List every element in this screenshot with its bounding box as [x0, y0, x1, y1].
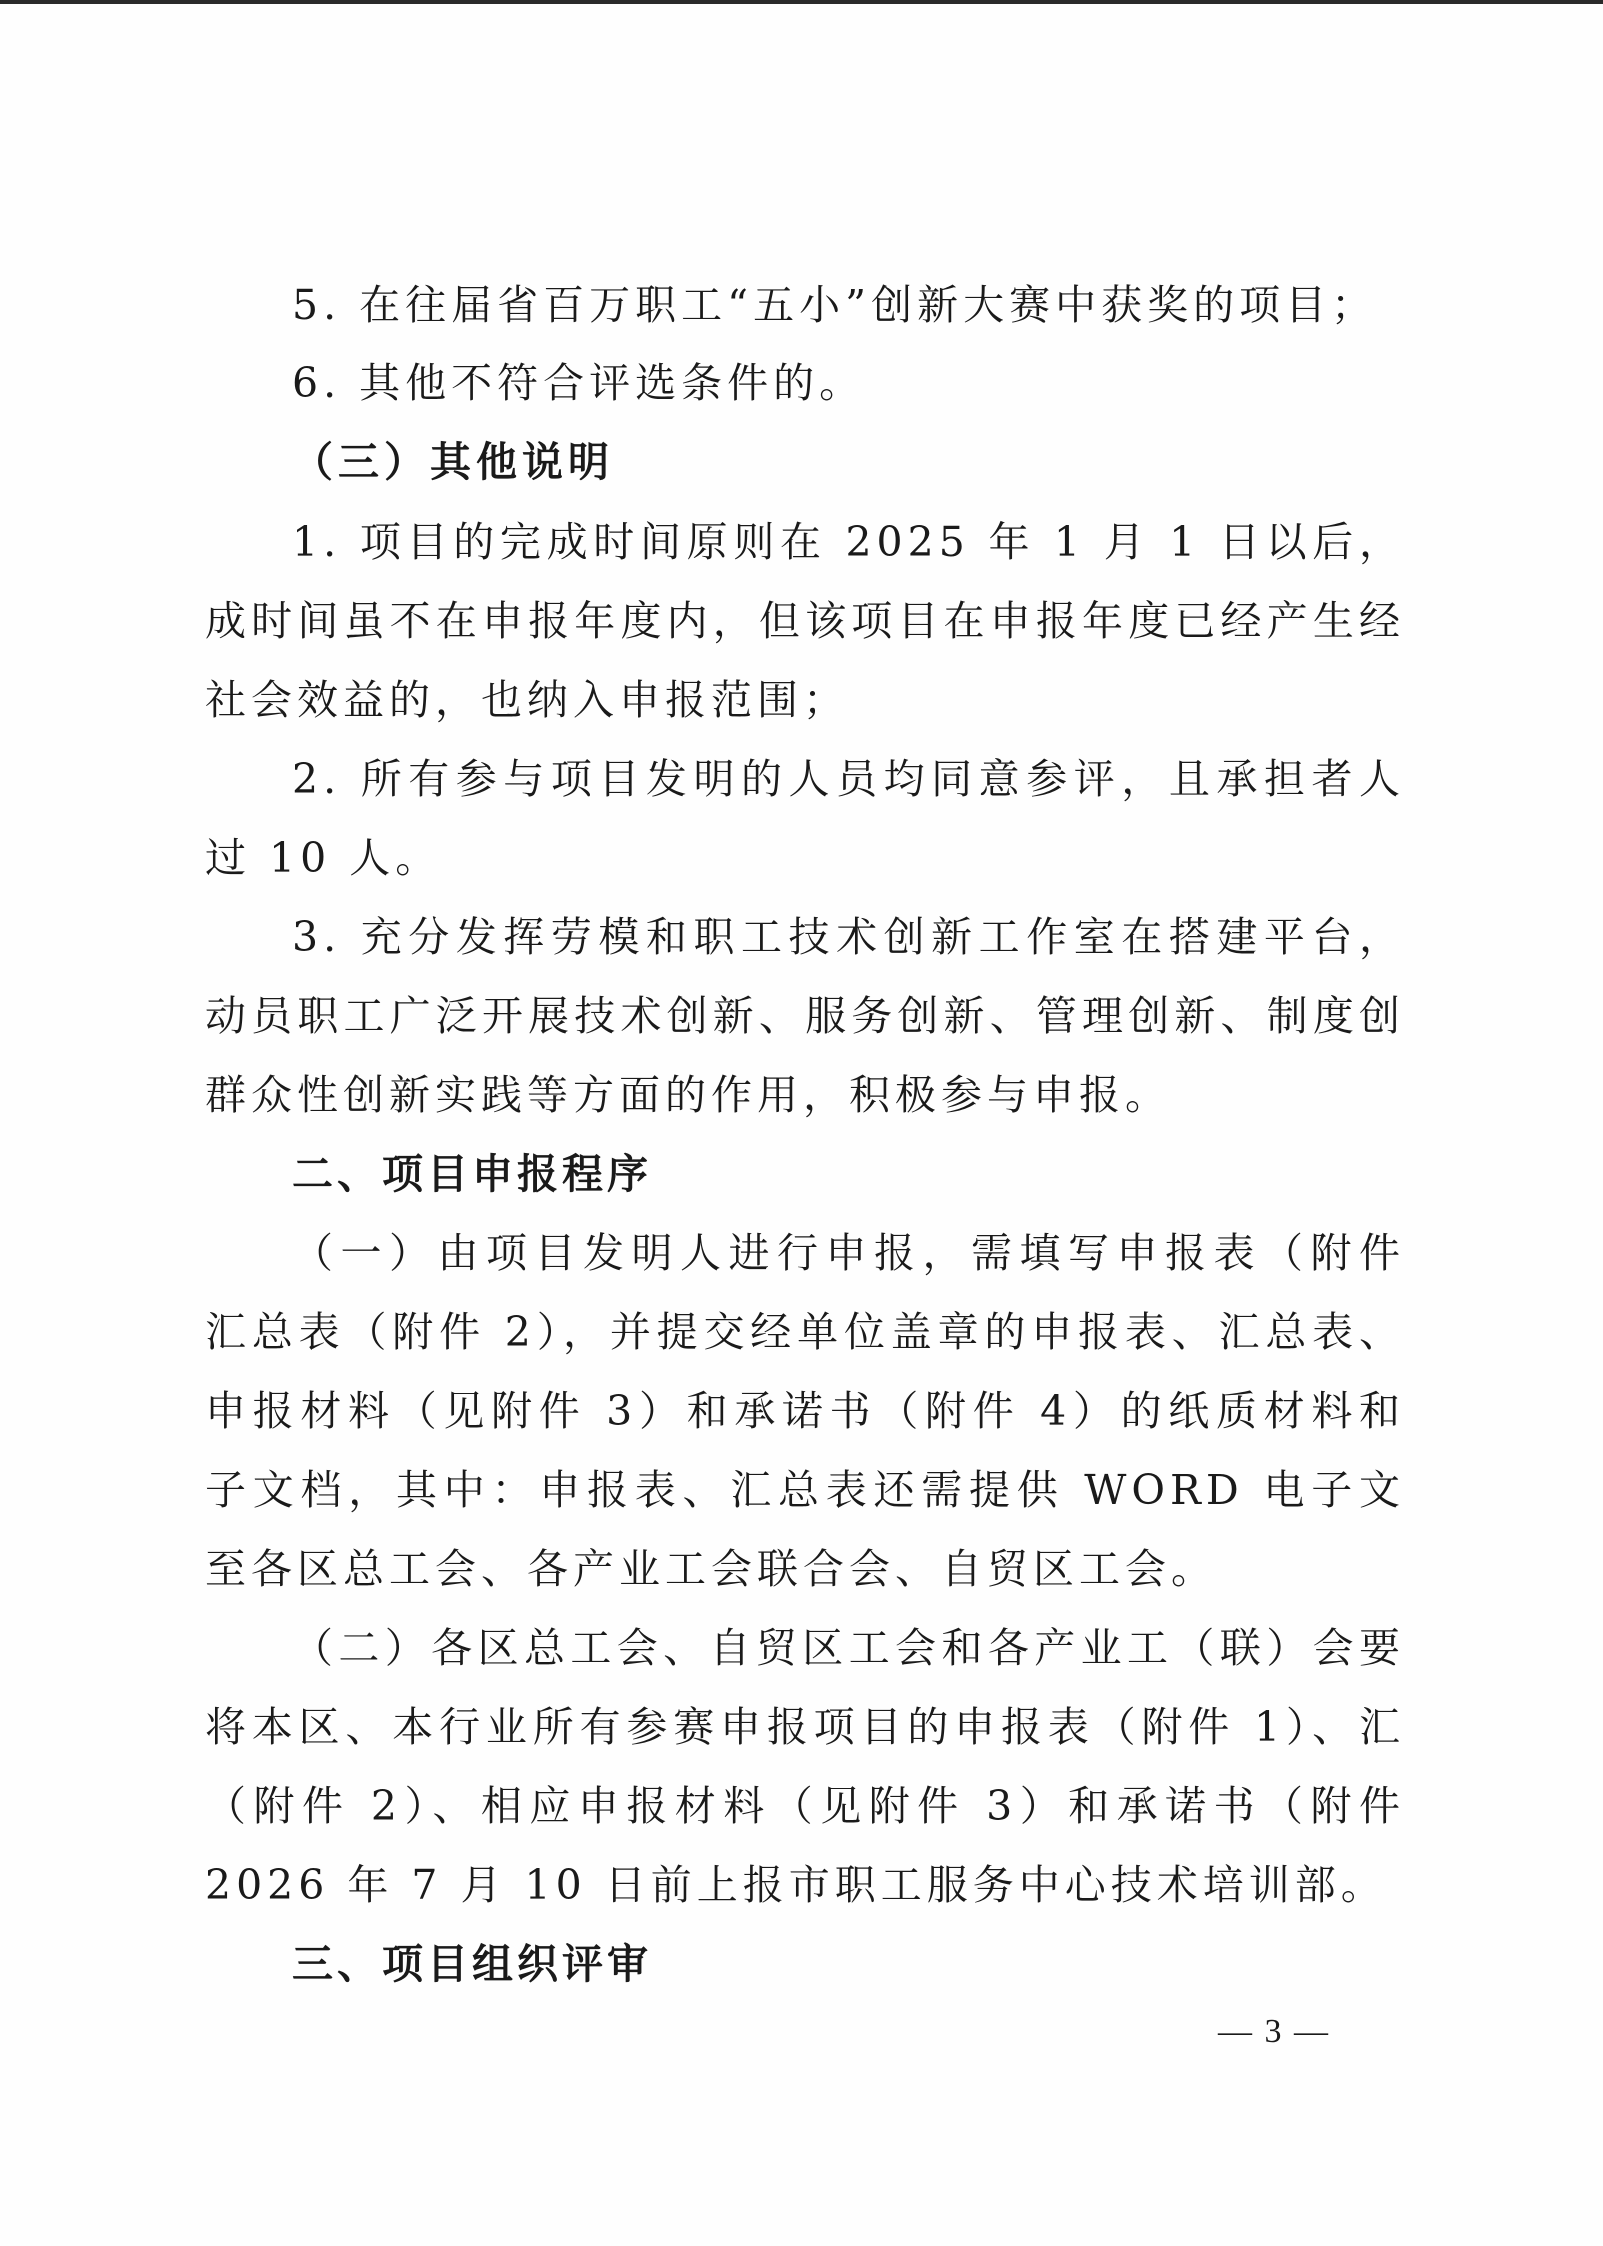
page-number: — 3 — [1218, 2013, 1330, 2050]
scan-top-edge [0, 0, 1603, 4]
subsection-heading-other-notes: （三）其他说明 [292, 438, 614, 486]
paragraph-1-line-2: 成时间虽不在申报年度内，但该项目在申报年度已经产生经 [205, 597, 1405, 645]
paragraph-3-line-1: 3. 充分发挥劳模和职工技术创新工作室在搭建平台， [292, 913, 1405, 961]
procedure-1-line-1: （一）由项目发明人进行申报，需填写申报表（附件 [292, 1229, 1405, 1277]
paragraph-1-line-3: 社会效益的，也纳入申报范围； [205, 676, 849, 724]
procedure-1-line-5: 至各区总工会、各产业工会联合会、自贸区工会。 [205, 1545, 1217, 1593]
list-item-6: 6. 其他不符合评选条件的。 [292, 359, 866, 407]
procedure-2-line-4: 2026 年 7 月 10 日前上报市职工服务中心技术培训部。 [205, 1861, 1387, 1909]
procedure-2-line-3: （附件 2）、相应申报材料（见附件 3）和承诺书（附件 [205, 1782, 1405, 1830]
procedure-1-line-4: 子文档，其中：申报表、汇总表还需提供 WORD 电子文 [205, 1466, 1405, 1514]
paragraph-1-line-1: 1. 项目的完成时间原则在 2025 年 1 月 1 日以后， [292, 518, 1405, 566]
procedure-2-line-2: 将本区、本行业所有参赛申报项目的申报表（附件 1）、汇 [205, 1703, 1405, 1751]
paragraph-2-line-1: 2. 所有参与项目发明的人员均同意参评，且承担者人 [292, 755, 1405, 803]
section-heading-application-procedure: 二、项目申报程序 [292, 1150, 652, 1198]
section-heading-organization-review: 三、项目组织评审 [292, 1940, 652, 1988]
procedure-2-line-1: （二）各区总工会、自贸区工会和各产业工（联）会要 [292, 1624, 1405, 1672]
paragraph-3-line-3: 群众性创新实践等方面的作用，积极参与申报。 [205, 1071, 1171, 1119]
list-item-5: 5. 在往届省百万职工“五小”创新大赛中获奖的项目； [292, 281, 1378, 329]
procedure-1-line-3: 申报材料（见附件 3）和承诺书（附件 4）的纸质材料和 [205, 1387, 1405, 1435]
paragraph-3-line-2: 动员职工广泛开展技术创新、服务创新、管理创新、制度创 [205, 992, 1405, 1040]
paragraph-2-line-2: 过 10 人。 [205, 834, 442, 882]
procedure-1-line-2: 汇总表（附件 2），并提交经单位盖章的申报表、汇总表、 [205, 1308, 1405, 1356]
